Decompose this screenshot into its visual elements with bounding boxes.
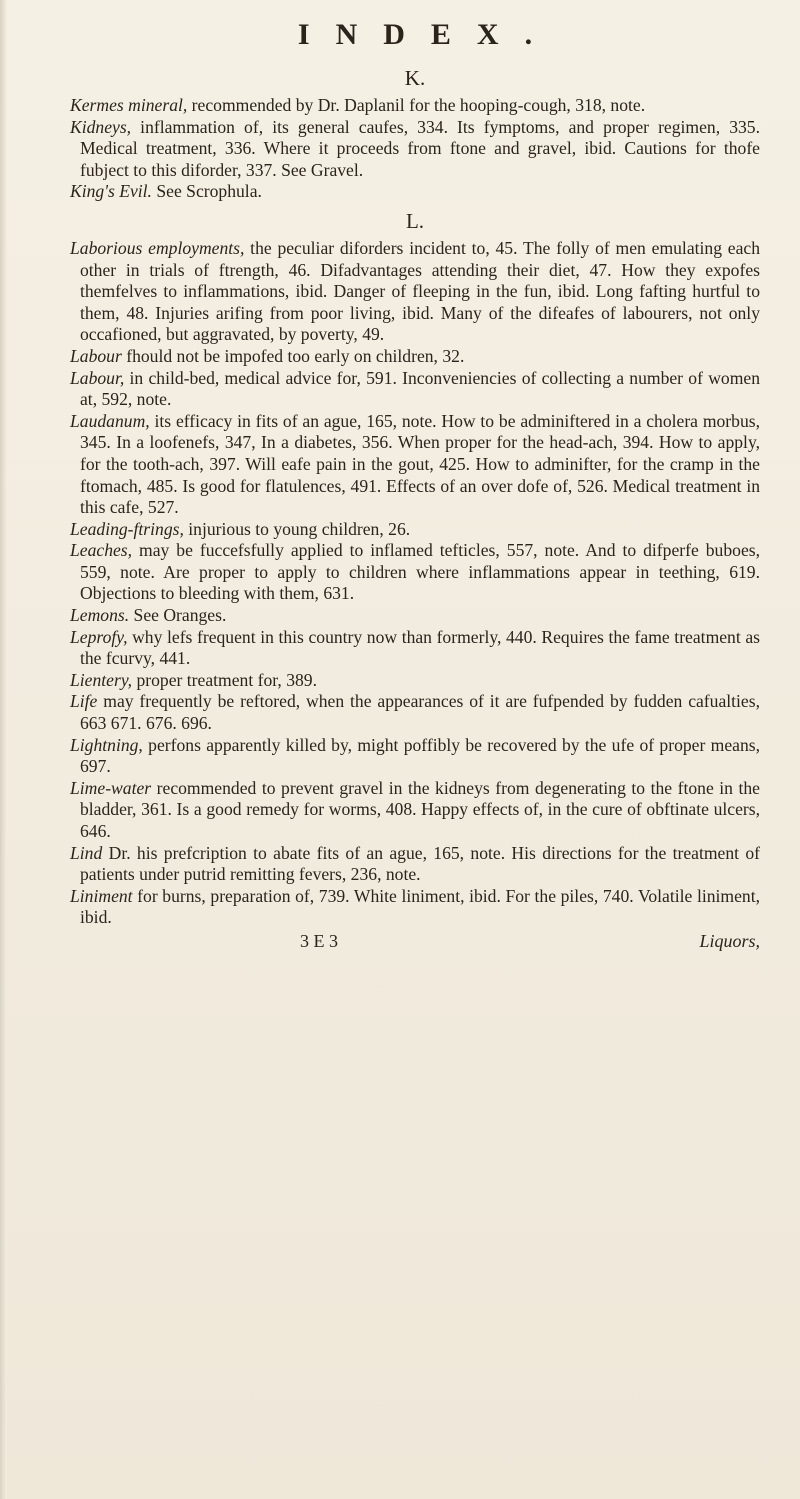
index-entry <box>70 346 760 368</box>
page-edge-shadow <box>0 0 7 1499</box>
index-entry <box>70 605 760 627</box>
page-footer <box>70 931 760 952</box>
entry-text: recommended to prevent gravel in the kidneys from degenerating to the ftone in the bladder, 361. Is a good remedy for worms, 408. Happy effects of, in the cure of obftinate ulcers, 646. <box>80 777 760 841</box>
entry-text: may be fuccefsfully applied to inflamed tefticles, 557, note. And to difperfe buboes, 559, note. Are proper to apply to children where inflammations appear in teething, 619. Objections to bleeding with them, 631. <box>80 540 760 604</box>
index-entry <box>70 843 760 886</box>
entry-heading: Leading-ftrings, <box>70 518 184 539</box>
entry-heading: King's Evil. <box>70 181 152 202</box>
index-entry <box>70 117 760 182</box>
entry-text: proper treatment for, 389. <box>132 669 318 690</box>
entry-text: inflammation of, its general caufes, 334. Its fymptoms, and proper regimen, 335. Medical treatment, 336. Where it proceeds from ftone and gravel, ibid. Cautions for thofe fubject to this diforder, 337. See Gravel. <box>80 116 760 180</box>
entry-text: Dr. his prefcription to abate fits of an ague, 165, note. His directions for the treatment of patients under putrid remitting fevers, 236, note. <box>80 842 760 885</box>
section-letter: L. <box>405 208 425 233</box>
entry-text: See Oranges. <box>129 605 227 626</box>
entry-heading: Leaches, <box>70 540 133 561</box>
entry-heading: Labour <box>70 345 122 366</box>
index-entry <box>70 238 760 346</box>
entry-text: why lefs frequent in this country now than formerly, 440. Requires the fame treatment as the fcurvy, 441. <box>80 626 760 669</box>
index-entry <box>70 691 760 734</box>
entry-heading: Lemons. <box>70 605 130 626</box>
entry-heading: Lind <box>70 842 103 863</box>
entry-text: may frequently be reftored, when the appearances of it are fufpended by fudden cafualties, 663 671. 676. 696. <box>80 691 760 734</box>
section-letter: K. <box>404 66 426 90</box>
index-entry <box>70 886 760 929</box>
index-entry <box>70 95 760 117</box>
page-header: INDEX. <box>297 18 559 51</box>
entry-text: for burns, preparation of, 739. White liniment, ibid. For the piles, 740. Volatile liniment, ibid. <box>80 885 760 928</box>
entry-heading: Leprofy, <box>70 626 128 647</box>
entry-text: in child-bed, medical advice for, 591. Inconveniencies of collecting a number of women at, 592, note. <box>80 367 760 410</box>
entry-heading: Labour, <box>70 367 125 388</box>
entry-text: injurious to young children, 26. <box>183 518 411 539</box>
entry-heading: Kidneys, <box>70 116 132 137</box>
entry-text: fhould not be impofed too early on children, 32. <box>121 345 465 366</box>
index-entry <box>70 181 760 203</box>
entry-heading: Liniment <box>70 885 133 906</box>
entry-text: its efficacy in fits of an ague, 165, note. How to be adminiftered in a cholera morbus, 345. In a loofenefs, 347, In a diabetes, 356. When proper for the head-ach, 394. How to apply, for the tooth-ach, 397. Will eafe pain in the gout, 425. How to adminifter, for the cramp in the ftomach, 485. Is good for flatulences, 491. Effects of an over dofe of, 526. Medical treatment in this cafe, 527. <box>80 410 760 518</box>
entry-text: See Scrophula. <box>151 181 262 202</box>
index-entry <box>70 627 760 670</box>
entry-heading: Lightning, <box>70 734 143 755</box>
index-entry <box>70 670 760 692</box>
section-k <box>70 66 760 203</box>
index-entry <box>70 368 760 411</box>
index-entry <box>70 735 760 778</box>
entry-heading: Life <box>70 691 98 712</box>
entry-heading: Lientery, <box>70 669 133 690</box>
entry-heading: Laudanum, <box>70 410 150 431</box>
entry-heading: Lime-water <box>70 777 152 798</box>
index-entry <box>70 540 760 605</box>
entry-heading: Laborious employments, <box>70 237 245 258</box>
entry-text: recommended by Dr. Daplanil for the hooping-cough, 318, note. <box>187 95 646 115</box>
entry-text: the peculiar diforders incident to, 45. The folly of men emulating each other in trials of ftrength, 46. Difadvantages attending their diet, 47. How they expofes themfelves to inflammations, ibid. Danger of fleeping in the fun, ibid. Long fafting hurtful to them, 48. Injuries arifing from poor living, ibid. Many of the difeafes of labourers, not only occafioned, but aggravated, by poverty, 49. <box>80 237 761 345</box>
entry-heading: Kermes mineral, <box>70 95 188 115</box>
signature-mark: 3 E 3 <box>300 930 338 951</box>
index-entry <box>70 778 760 843</box>
index-entry <box>70 411 760 519</box>
entry-text: perfons apparently killed by, might poffibly be recovered by the ufe of proper means, 697. <box>80 734 760 777</box>
catchword: Liquors, <box>699 930 760 951</box>
section-l <box>70 209 760 929</box>
page-content <box>70 18 760 952</box>
index-entry <box>70 519 760 541</box>
